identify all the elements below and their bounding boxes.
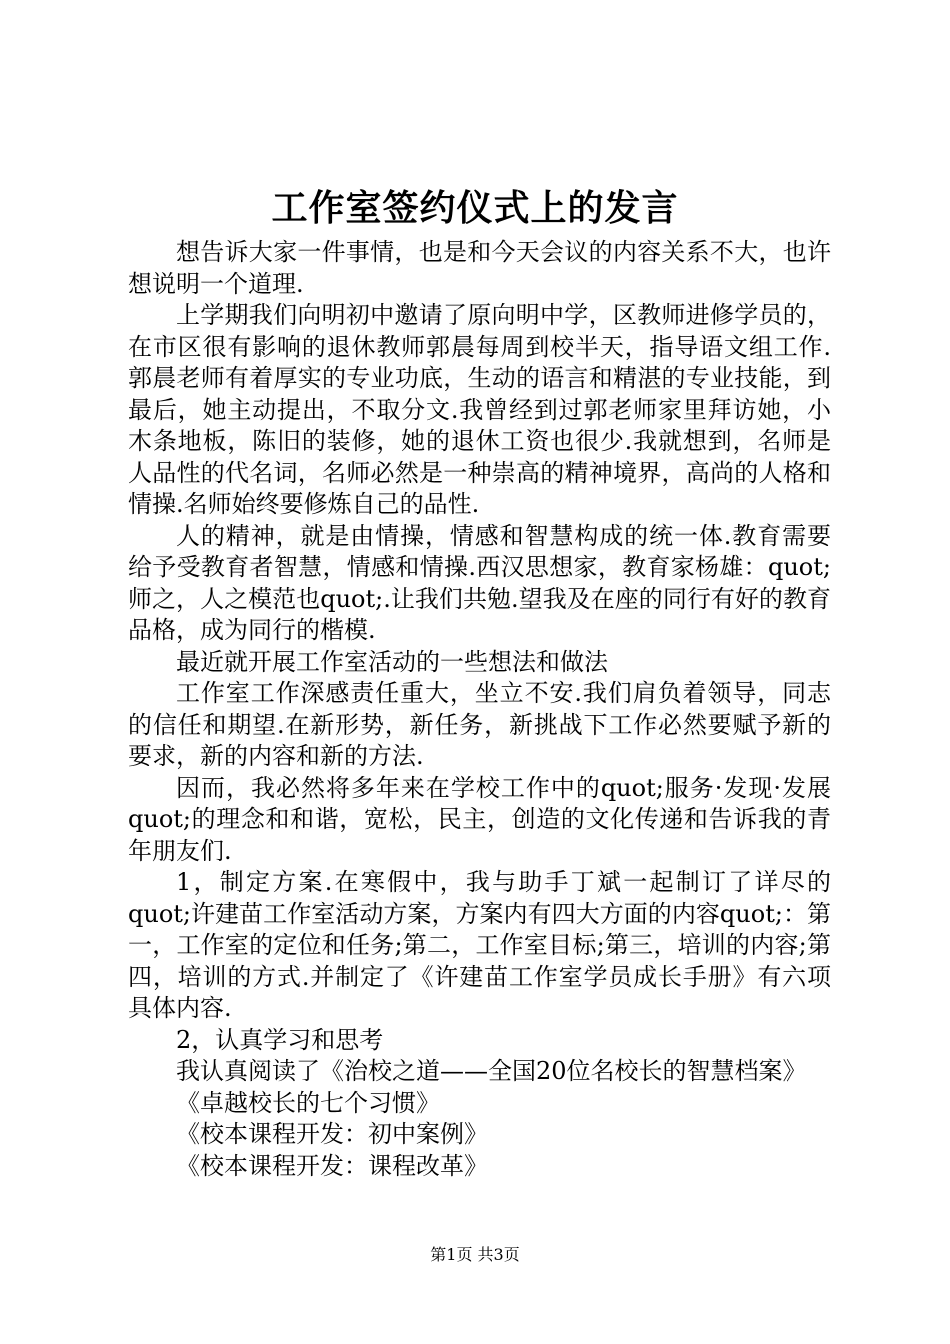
paragraph: 《卓越校长的七个习惯》 (176, 1088, 440, 1117)
document-body (128, 237, 831, 1182)
paragraph: 想告诉大家一件事情，也是和今天会议的内容关系不大，也许想说明一个道理. (128, 238, 831, 298)
paragraph: 1，制定方案.在寒假中，我与助手丁斌一起制订了详尽的quot;许建苗工作室活动方案，方案内有四大方面的内容quot;：第一，工作室的定位和任务;第二，工作室目标;第三，培训的内容;第四，培训的方式.并制定了《许建苗工作室学员成长手册》有六项具体内容. (128, 868, 831, 1022)
paragraph: 人的精神，就是由情操，情感和智慧构成的统一体.教育需要给予受教育者智慧，情感和情操.西汉思想家，教育家杨雄：quot;师之，人之模范也quot;.让我们共勉.望我及在座的同行有好的教育品格，成为同行的楷模. (128, 521, 831, 644)
paragraph: 《校本课程开发：初中案例》 (176, 1120, 488, 1148)
document-title: 工作室签约仪式上的发言 (271, 187, 679, 229)
paragraph: 《校本课程开发：课程改革》 (176, 1151, 488, 1180)
paragraph: 因而，我必然将多年来在学校工作中的quot;服务·发现·发展quot;的理念和和谐，宽松，民主，创造的文化传递和告诉我的青年朋友们. (128, 773, 831, 865)
paragraph: 上学期我们向明初中邀请了原向明中学，区教师进修学员的，在市区很有影响的退休教师郭晨每周到校半天，指导语文组工作.郭晨老师有着厚实的专业功底，生动的语言和精湛的专业技能，到最后，她主动提出，不取分文.我曾经到过郭老师家里拜访她，小木条地板，陈旧的装修，她的退休工资也很少.我就想到，名师是人品性的代名词，名师必然是一种崇高的精神境界，高尚的人格和情操.名师始终要修炼自己的品性. (128, 301, 831, 518)
paragraph: 我认真阅读了《治校之道——全国20位名校长的智慧档案》 (176, 1057, 807, 1085)
paragraph: 2，认真学习和思考 (176, 1025, 384, 1054)
paragraph: 工作室工作深感责任重大，坐立不安.我们肩负着领导，同志的信任和期望.在新形势，新任务，新挑战下工作必然要赋予新的要求，新的内容和新的方法. (128, 679, 831, 770)
page-number-footer: 第1页 共3页 (430, 1245, 520, 1264)
paragraph: 最近就开展工作室活动的一些想法和做法 (176, 647, 608, 676)
